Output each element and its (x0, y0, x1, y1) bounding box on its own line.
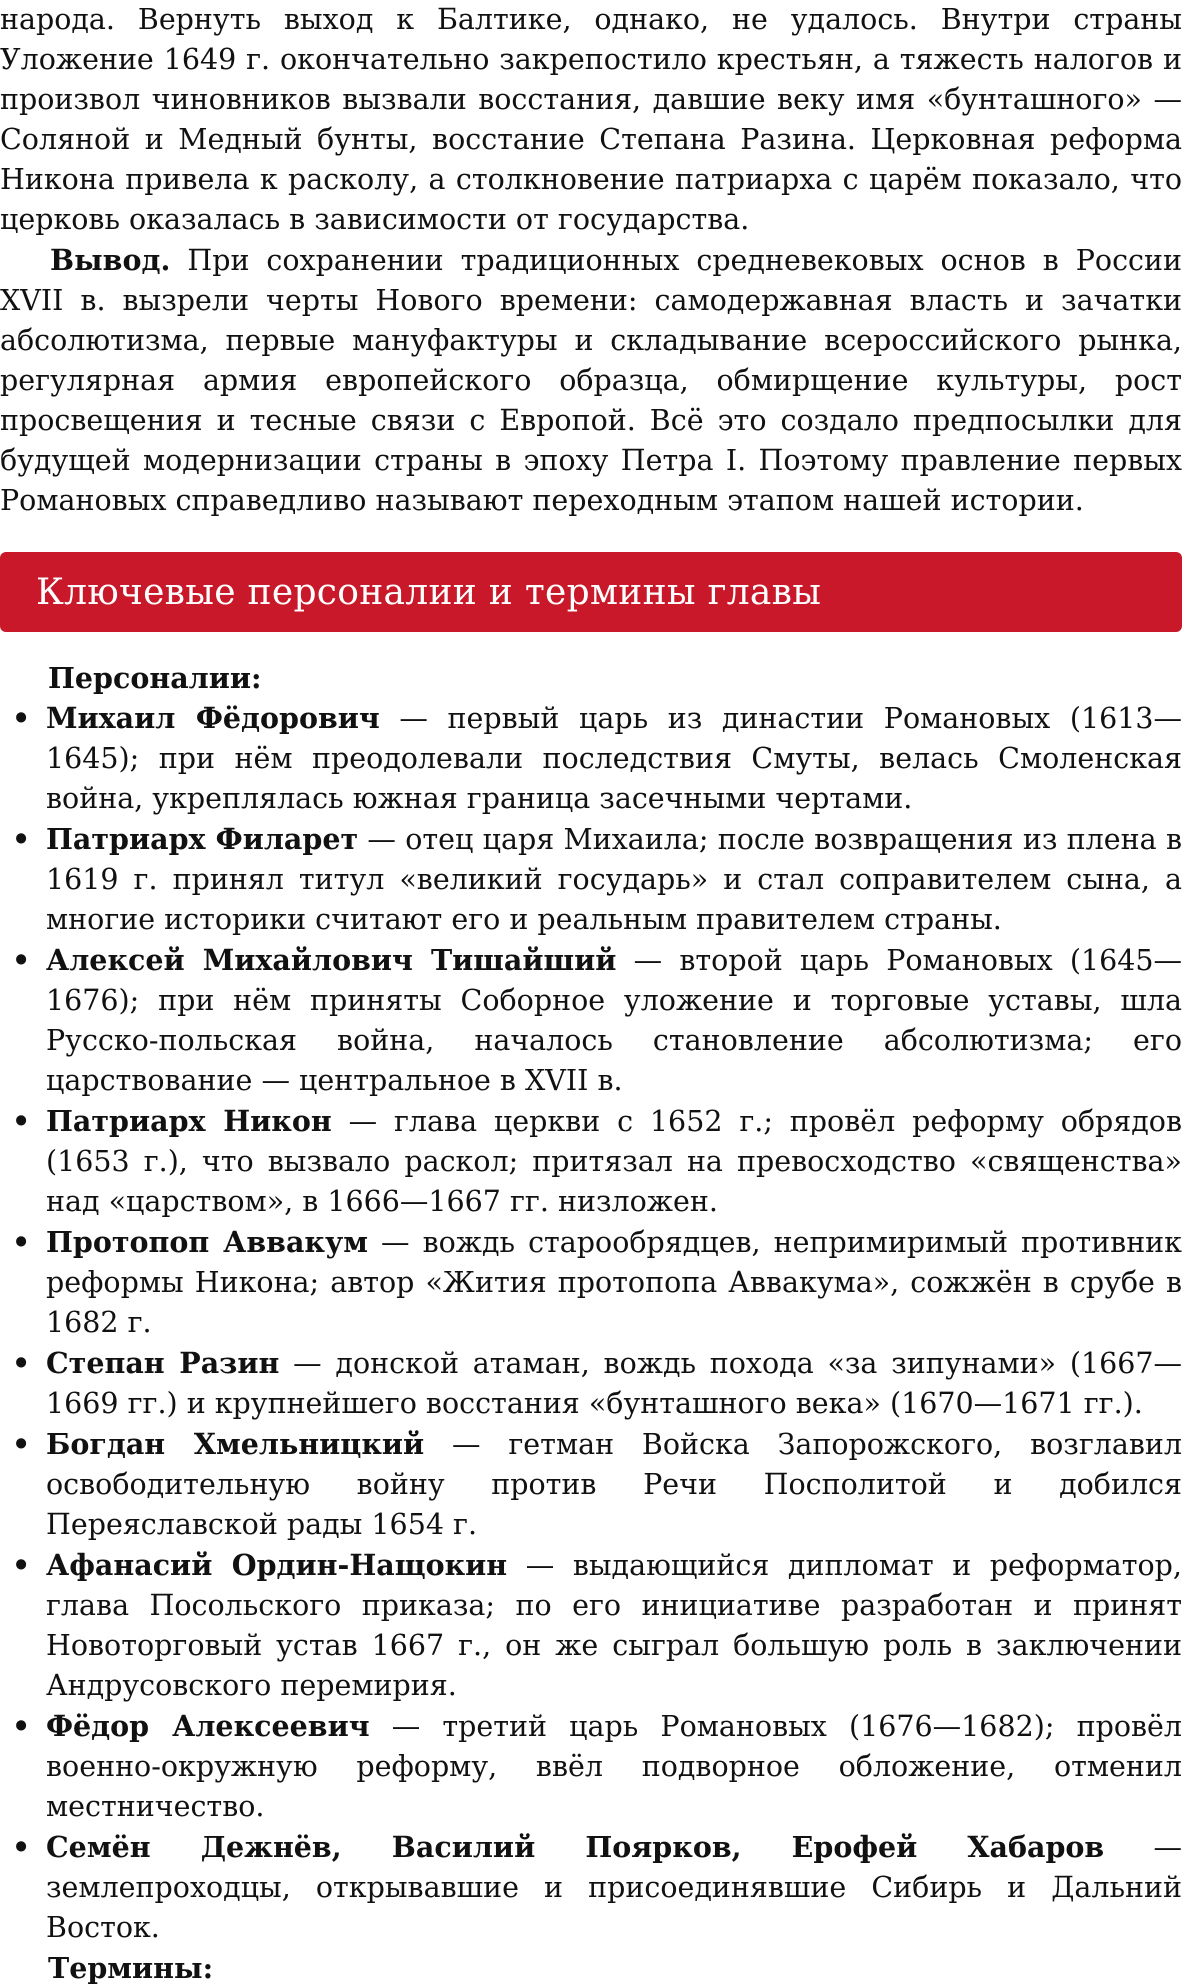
person-name: Богдан Хмельницкий (46, 1427, 425, 1461)
terms-heading: Термины: (48, 1951, 214, 1985)
person-description: — выдающийся дипломат и реформатор, глава Посольского приказа; по его инициативе разработан и принят Новоторговый устав 1667 г., он же сыграл большую роль в заключении Андрусовского перемирия. (46, 1549, 1182, 1702)
person-description: — первый царь из династии Романовых (1613—1645); при нём преодолевали последствия Смуты, велась Смоленская война, укреплялась южная граница засечными чертами. (46, 702, 1182, 815)
person-description: — отец царя Михаила; после возвращения из плена в 1619 г. принял титул «великий государь» и стал соправителем сына, а многие историки считают его и реальным правителем страны. (46, 823, 1182, 936)
personalities-list (0, 698, 1182, 1948)
person-name: Патриарх Никон (46, 1104, 332, 1138)
bullet-icon: • (12, 1548, 31, 1582)
person-name: Михаил Фёдорович (46, 701, 380, 735)
person-description: — вождь старообрядцев, непримиримый противник реформы Никона; автор «Жития протопопа Аввакума», сожжён в срубе в 1682 г. (46, 1226, 1182, 1339)
list-item (0, 1424, 1182, 1545)
list-item (0, 1827, 1182, 1948)
bullet-icon: • (12, 701, 31, 735)
bullet-icon: • (12, 1830, 31, 1864)
list-item (0, 1222, 1182, 1343)
list-item (0, 698, 1182, 819)
person-name: Афанасий Ордин-Нащокин (46, 1548, 508, 1582)
bullet-icon: • (12, 1709, 31, 1743)
person-description: — глава церкви с 1652 г.; провёл реформу обрядов (1653 г.), что вызвало раскол; притязал на превосходство «священства» над «царством», в 1666—1667 гг. низложен. (46, 1105, 1182, 1218)
list-item (0, 1343, 1182, 1424)
conclusion-text: При сохранении традиционных средневековых основ в России XVII в. вызрели черты Нового времени: самодержавная власть и зачатки абсолютизма, первые мануфактуры и складывание всероссийского рынка, регулярная армия европейского образца, обмирщение культуры, рост просвещения и тесные связи с Европой. Всё это создало предпосылки для будущей модернизации страны в эпоху Петра I. Поэтому правление первых Романовых справедливо называют переходным этапом нашей истории. (0, 244, 1182, 517)
personalities-section (0, 658, 1182, 1988)
bullet-icon: • (12, 1427, 31, 1461)
conclusion-paragraph (0, 240, 1182, 521)
list-item (0, 940, 1182, 1101)
person-name: Фёдор Алексеевич (46, 1709, 370, 1743)
person-name: Патриарх Филарет (46, 822, 359, 856)
person-name: Протопоп Аввакум (46, 1225, 369, 1259)
person-description: — гетман Войска Запорожского, возглавил освободительную войну против Речи Посполитой и добился Переяславской рады 1654 г. (46, 1428, 1182, 1541)
section-banner-title: Ключевые персоналии и термины главы (36, 571, 822, 613)
bullet-icon: • (12, 1346, 31, 1380)
person-name: Степан Разин (46, 1346, 280, 1380)
section-banner (0, 552, 1182, 632)
person-description: — донской атаман, вождь похода «за зипунами» (1667—1669 гг.) и крупнейшего восстания «бунташного века» (1670—1671 гг.). (46, 1347, 1182, 1420)
bullet-icon: • (12, 943, 31, 977)
conclusion-label: Вывод. (50, 243, 171, 277)
person-description: — второй царь Романовых (1645—1676); при нём приняты Соборное уложение и торговые уставы, шла Русско-польская война, началось становление абсолютизма; его царствование — центральное в XVII в. (46, 944, 1182, 1097)
intro-section (0, 0, 1182, 521)
list-item (0, 1101, 1182, 1222)
list-item (0, 1545, 1182, 1706)
personalities-heading: Персоналии: (48, 661, 262, 695)
person-name: Семён Дежнёв, Василий Поярков, Ерофей Хабаров (46, 1830, 1105, 1864)
bullet-icon: • (12, 1225, 31, 1259)
list-item (0, 819, 1182, 940)
list-item (0, 1706, 1182, 1827)
bullet-icon: • (12, 1104, 31, 1138)
person-description: — третий царь Романовых (1676—1682); провёл военно-окружную реформу, ввёл подворное обложение, отменил местничество. (46, 1710, 1182, 1823)
bullet-icon: • (12, 822, 31, 856)
person-name: Алексей Михайлович Тишайший (46, 943, 617, 977)
person-description: — землепроходцы, открывавшие и присоединявшие Сибирь и Дальний Восток. (46, 1831, 1182, 1944)
intro-paragraph: народа. Вернуть выход к Балтике, однако, не удалось. Внутри страны Уложение 1649 г. окончательно закрепостило крестьян, а тяжесть налогов и произвол чиновников вызвали восстания, давшие веку имя «бунташного» — Соляной и Медный бунты, восстание Степана Разина. Церковная реформа Никона привела к расколу, а столкновение патриарха с царём показало, что церковь оказалась в зависимости от государства. (0, 3, 1182, 236)
